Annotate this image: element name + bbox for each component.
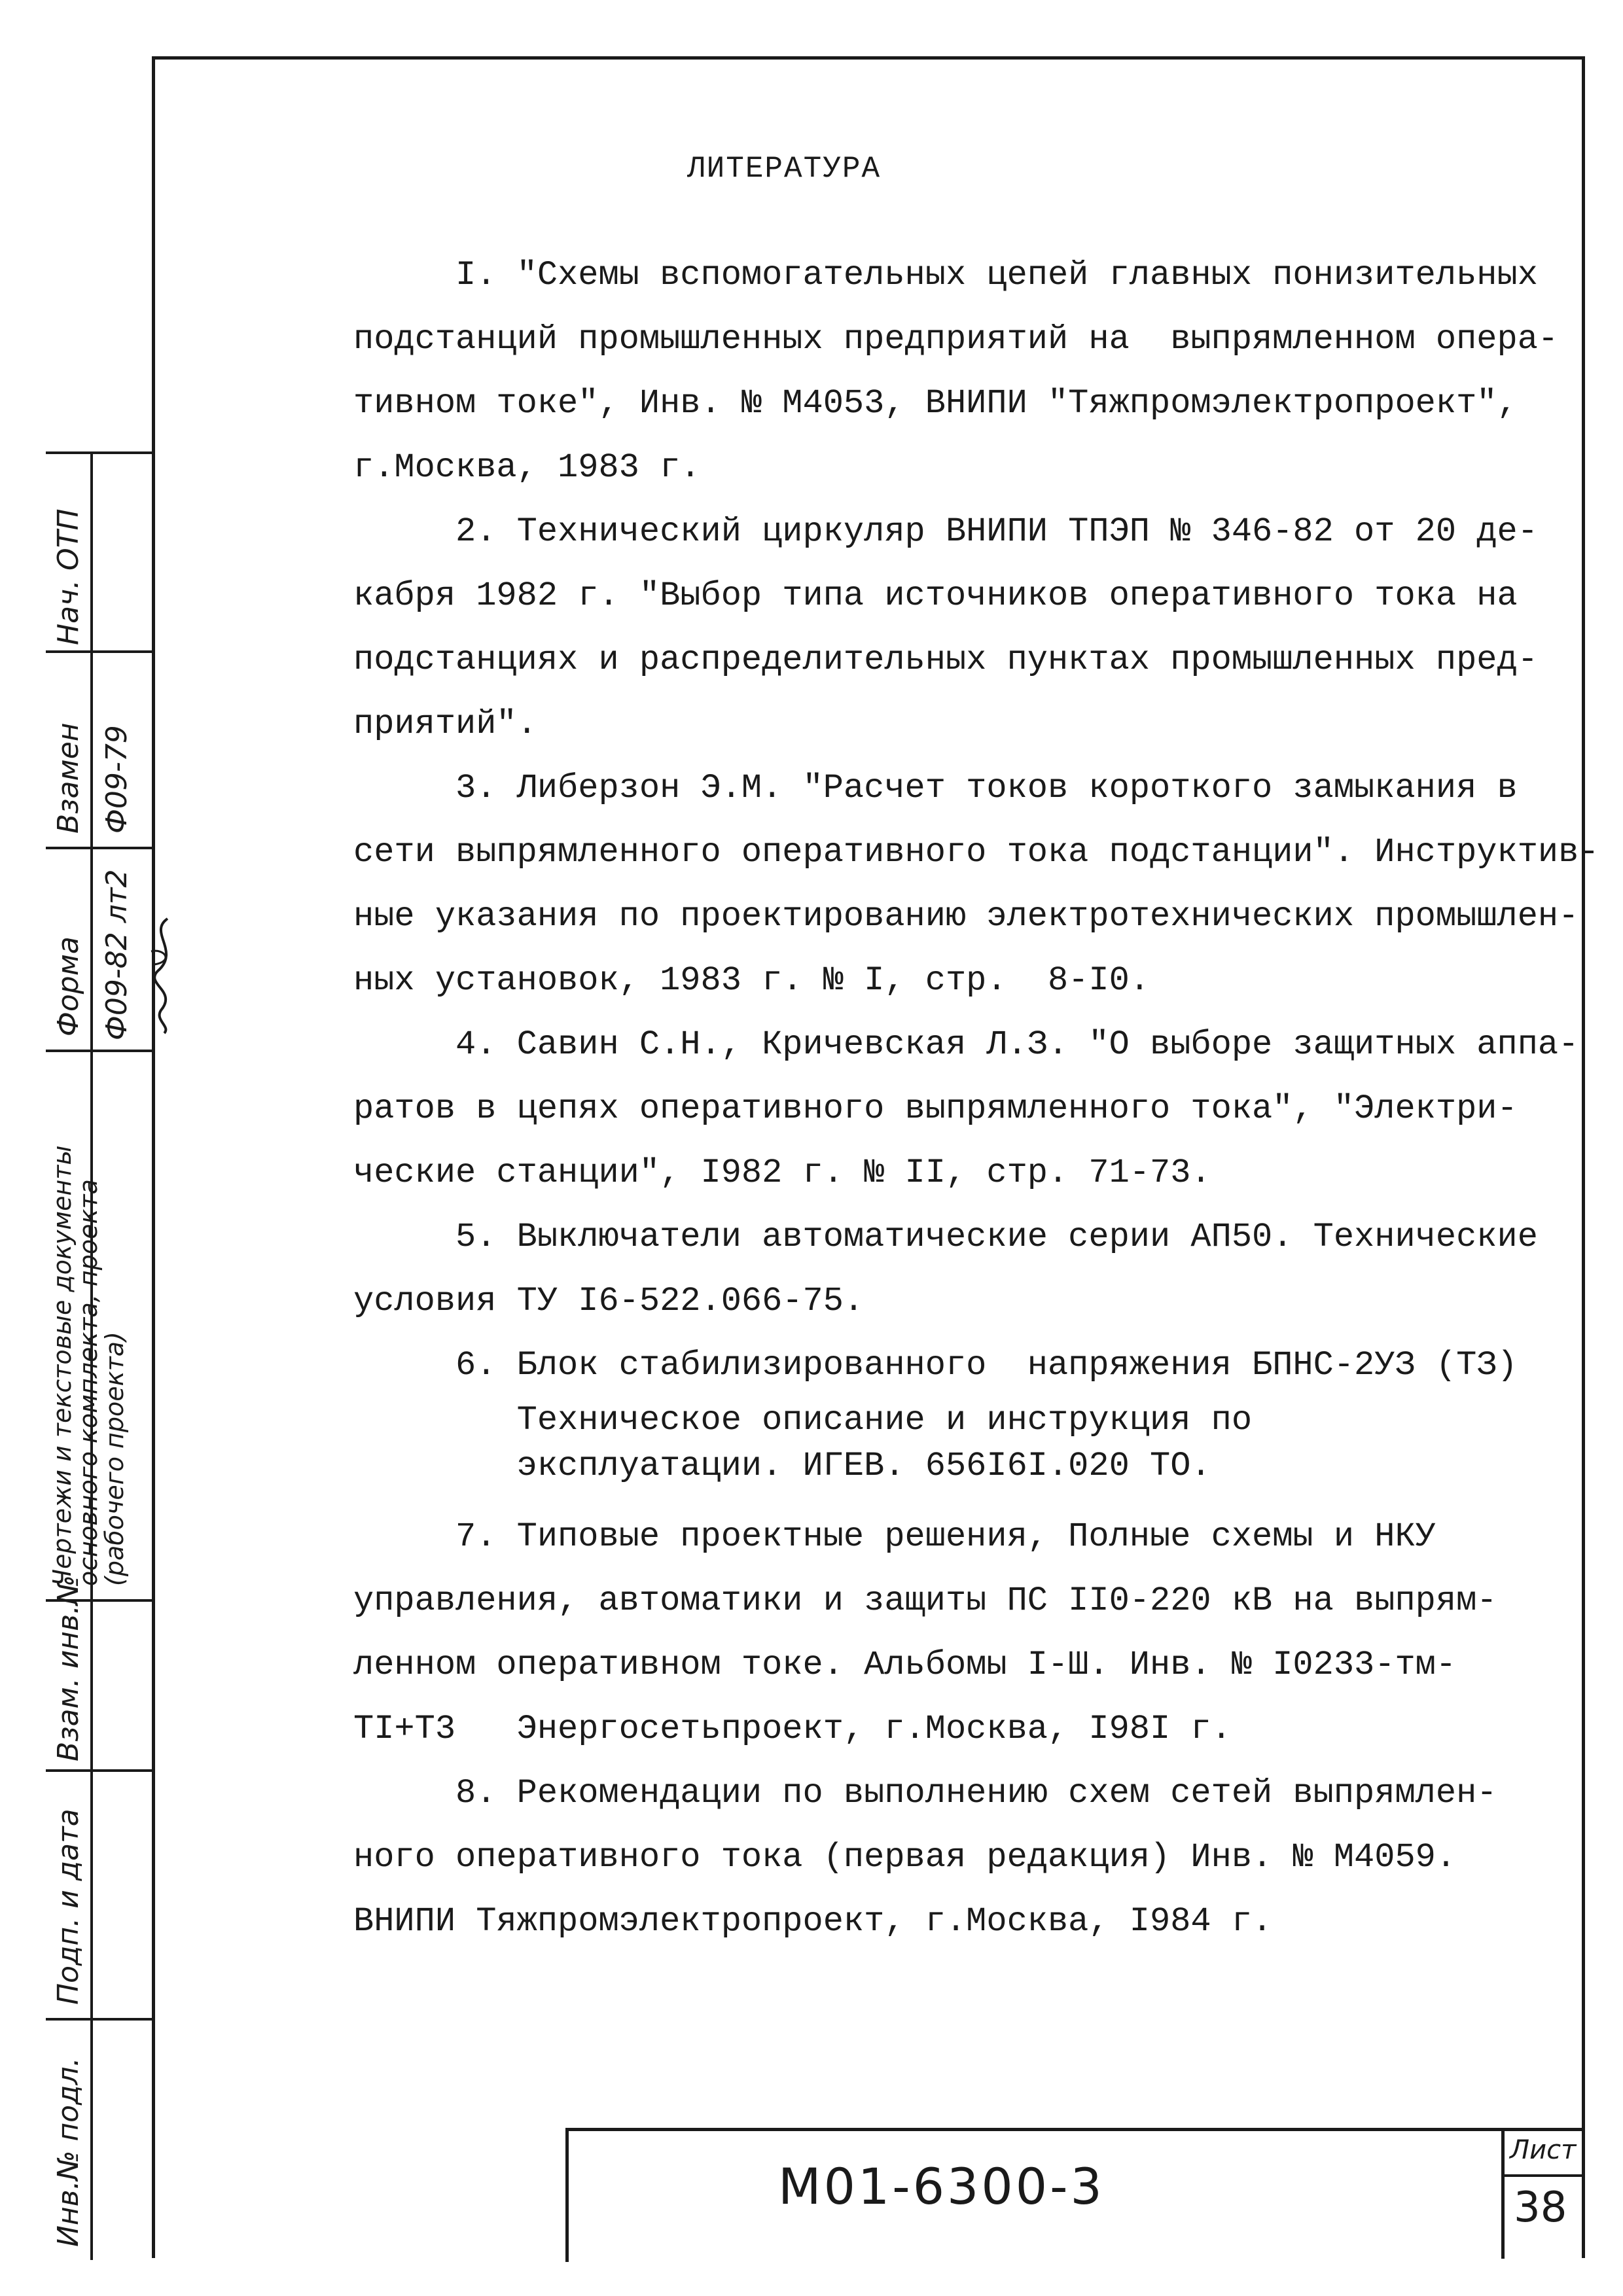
reference-line: ратов в цепях оперативного выпрямленного тока", "Электри- bbox=[353, 1089, 1518, 1128]
side-cell-label: Чертежи и текстовые документы основного комплекта, проекта (рабочего проекта) bbox=[48, 1145, 129, 1586]
side-stamp bbox=[46, 451, 152, 2260]
reference-item bbox=[353, 500, 1551, 756]
reference-line: 7. Типовые проектные решения, Полные схемы и НКУ bbox=[353, 1517, 1436, 1556]
side-cell-label: Взам. инв.№ bbox=[52, 1575, 85, 1761]
reference-line: ные указания по проектированию электротехнических промышлен- bbox=[353, 897, 1579, 936]
reference-line: 5. Выключатели автоматические серии АП50. Технические bbox=[353, 1218, 1538, 1256]
side-cell-label: Взамен bbox=[52, 722, 85, 834]
side-cell-drawings bbox=[46, 1050, 152, 1602]
reference-line: ВНИПИ Тяжпромэлектропроект, г.Москва, I984 г. bbox=[353, 1902, 1273, 1941]
reference-line: Техническое описание и инструкция по bbox=[353, 1401, 1253, 1439]
reference-line: управления, автоматики и защиты ПС II0-220 кВ на выпрям- bbox=[353, 1581, 1497, 1620]
reference-line: тивном токе", Инв. № М4053, ВНИПИ "Тяжпромэлектропроект", bbox=[353, 384, 1518, 423]
title-block bbox=[565, 2128, 1582, 2262]
reference-line: ленном оперативном токе. Альбомы I-Ш. Инв. № I0233-тм- bbox=[353, 1646, 1457, 1684]
sheet-box bbox=[1501, 2131, 1582, 2259]
reference-line: ного оперативного тока (первая редакция) Инв. № М4059. bbox=[353, 1838, 1457, 1877]
sheet-label: Лист bbox=[1510, 2135, 1577, 2165]
side-cell-replace bbox=[46, 650, 152, 849]
reference-line: подстанциях и распределительных пунктах промышленных пред- bbox=[353, 641, 1538, 679]
references-list bbox=[353, 243, 1599, 1954]
reference-line: ческие станции", I982 г. № II, стр. 71-73. bbox=[353, 1154, 1211, 1192]
sheet-number: 38 bbox=[1514, 2183, 1567, 2232]
reference-line: I. "Схемы вспомогательных цепей главных понизительных bbox=[353, 256, 1538, 294]
reference-item bbox=[353, 1333, 1551, 1505]
side-cell-replace-inv bbox=[46, 1575, 152, 1772]
reference-line: 3. Либерзон Э.М. "Расчет токов короткого замыкания в bbox=[353, 769, 1518, 807]
side-cell-label: Форма bbox=[52, 936, 85, 1036]
reference-item bbox=[353, 756, 1599, 1013]
reference-line: эксплуатации. ИГЕВ. 656I6I.020 ТО. bbox=[353, 1447, 1211, 1485]
reference-line: подстанций промышленных предприятий на выпрямленном опера- bbox=[353, 320, 1559, 359]
reference-line: TI+T3 Энергосетьпроект, г.Москва, I98I г. bbox=[353, 1710, 1232, 1748]
reference-line: приятий". bbox=[353, 705, 537, 743]
page-title: ЛИТЕРАТУРА bbox=[687, 152, 882, 186]
sheet-divider bbox=[1505, 2174, 1582, 2177]
side-cell-value: Ф09-82 лт2 bbox=[100, 869, 134, 1040]
reference-line: 4. Савин С.Н., Кричевская Л.З. "О выборе защитных аппа- bbox=[353, 1025, 1579, 1064]
reference-item bbox=[353, 1013, 1579, 1205]
side-cell-sign-date bbox=[46, 1769, 152, 2021]
side-cell-inv-orig bbox=[46, 2018, 152, 2257]
side-cell-head bbox=[46, 454, 152, 653]
reference-line: условия ТУ I6-522.066-75. bbox=[353, 1282, 865, 1320]
reference-item bbox=[353, 1505, 1551, 1761]
document-code: М01-6300-3 bbox=[778, 2157, 1105, 2216]
reference-line: сети выпрямленного оперативного тока подстанции". Инструктив- bbox=[353, 833, 1599, 872]
signature-mark bbox=[141, 912, 187, 1036]
side-cell-label: Подп. и дата bbox=[52, 1809, 85, 2005]
reference-line: кабря 1982 г. "Выбор типа источников оперативного тока на bbox=[353, 576, 1518, 615]
reference-item bbox=[353, 1761, 1551, 1954]
reference-item bbox=[353, 1205, 1551, 1333]
side-cell-label: Инв.№ подл. bbox=[52, 2057, 85, 2247]
reference-line: ных установок, 1983 г. № I, стр. 8-I0. bbox=[353, 961, 1150, 1000]
side-cell-label: Нач. ОТП bbox=[52, 508, 85, 645]
side-cell-value: Ф09-79 bbox=[100, 725, 134, 834]
reference-item bbox=[353, 243, 1559, 500]
side-cell-form bbox=[46, 847, 152, 1052]
reference-line: 6. Блок стабилизированного напряжения БПНС-2УЗ (ТЗ) bbox=[353, 1346, 1518, 1385]
reference-line: г.Москва, 1983 г. bbox=[353, 448, 701, 487]
reference-line: 8. Рекомендации по выполнению схем сетей выпрямлен- bbox=[353, 1774, 1497, 1812]
reference-line: 2. Технический циркуляр ВНИПИ ТПЭП № 346-82 от 20 де- bbox=[353, 512, 1538, 551]
